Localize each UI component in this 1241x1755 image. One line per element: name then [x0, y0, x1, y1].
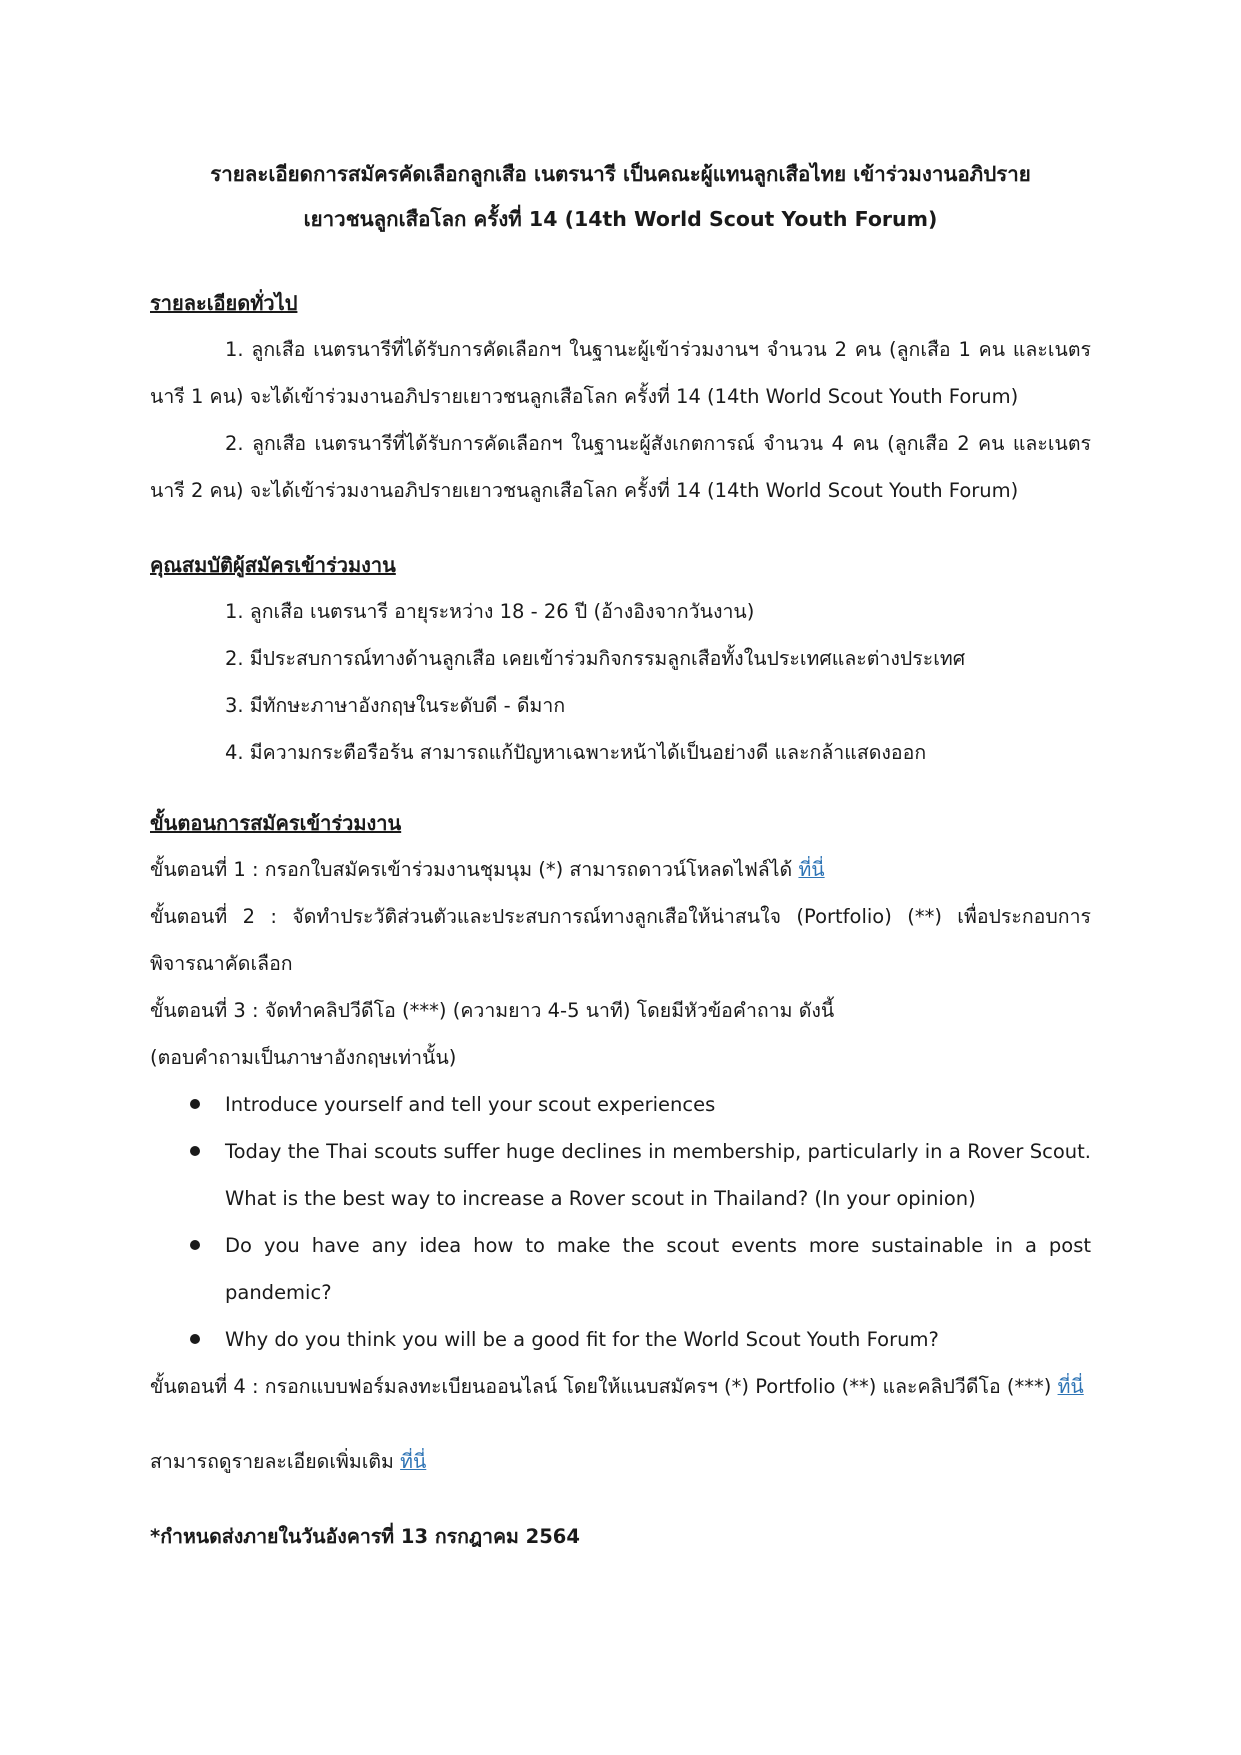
bullet-icon	[190, 1334, 200, 1344]
general-item-1: 1. ลูกเสือ เนตรนารีที่ได้รับการคัดเลือกฯ ในฐานะผู้เข้าร่วมงานฯ จำนวน 2 คน (ลูกเสือ 1 คน และเนตรนารี 1 คน) จะได้เข้าร่วมงานอภิปรายเยาวชนลูกเสือโลก ครั้งที่ 14 (14th World Scout Youth Forum)	[150, 338, 1091, 408]
deadline-note: *กำหนดส่งภายในวันอังคารที่ 13 กรกฎาคม 2564	[150, 1525, 580, 1548]
step-4-register-link[interactable]: ที่นี่	[1057, 1375, 1084, 1398]
question-3: Do you have any idea how to make the scout events more sustainable in a post pandemic?	[225, 1234, 1091, 1304]
general-item-2: 2. ลูกเสือ เนตรนารีที่ได้รับการคัดเลือกฯ ในฐานะผู้สังเกตการณ์ จำนวน 4 คน (ลูกเสือ 2 คน และเนตรนารี 2 คน) จะได้เข้าร่วมงานอภิปรายเยาวชนลูกเสือโลก ครั้งที่ 14 (14th World Scout Youth Forum)	[150, 432, 1091, 502]
bullet-icon	[190, 1240, 200, 1250]
more-info-link[interactable]: ที่นี่	[400, 1450, 427, 1473]
step-3: ขั้นตอนที่ 3 : จัดทำคลิปวีดีโอ (***) (ความยาว 4-5 นาที) โดยมีหัวข้อคำถาม ดังนี้	[150, 999, 835, 1022]
step-4-text: ขั้นตอนที่ 4 : กรอกแบบฟอร์มลงทะเบียนออนไลน์ โดยให้แนบสมัครฯ (*) Portfolio (**) และคลิปวีดีโอ (***)	[150, 1375, 1058, 1398]
question-2: Today the Thai scouts suffer huge declines in membership, particularly in a Rover Scout. What is the best way to increase a Rover scout in Thailand? (In your opinion)	[225, 1140, 1091, 1210]
qualifications-heading: คุณสมบัติผู้สมัครเข้าร่วมงาน	[150, 553, 396, 577]
qualification-item-2: 2. มีประสบการณ์ทางด้านลูกเสือ เคยเข้าร่วมกิจกรรมลูกเสือทั้งในประเทศและต่างประเทศ	[225, 647, 966, 670]
more-info-text: สามารถดูรายละเอียดเพิ่มเติม	[150, 1450, 401, 1473]
step-2: ขั้นตอนที่ 2 : จัดทำประวัติส่วนตัวและประสบการณ์ทางลูกเสือให้น่าสนใจ (Portfolio) (**) เพื่อประกอบการพิจารณาคัดเลือก	[150, 905, 1091, 975]
more-info	[150, 1438, 1091, 1485]
steps-heading: ขั้นตอนการสมัครเข้าร่วมงาน	[150, 811, 402, 835]
list-item	[150, 1222, 1091, 1316]
question-4: Why do you think you will be a good fit for the World Scout Youth Forum?	[225, 1328, 939, 1351]
bullet-icon	[190, 1099, 200, 1109]
list-item	[150, 1128, 1091, 1222]
question-1: Introduce yourself and tell your scout experiences	[225, 1093, 716, 1116]
general-heading: รายละเอียดทั่วไป	[150, 291, 298, 315]
qualification-item-3: 3. มีทักษะภาษาอังกฤษในระดับดี - ดีมาก	[225, 694, 566, 717]
document-title-line-2: เยาวชนลูกเสือโลก ครั้งที่ 14 (14th World Scout Youth Forum)	[303, 207, 938, 231]
document-title-line-1: รายละเอียดการสมัครคัดเลือกลูกเสือ เนตรนารี เป็นคณะผู้แทนลูกเสือไทย เข้าร่วมงานอภิปราย	[210, 162, 1031, 186]
bullet-icon	[190, 1146, 200, 1156]
step-4	[150, 1363, 1091, 1410]
question-list	[150, 1081, 1091, 1363]
step-1-text: ขั้นตอนที่ 1 : กรอกใบสมัครเข้าร่วมงานชุมนุม (*) สามารถดาวน์โหลดไฟล์ได้	[150, 858, 799, 881]
step-1-download-link[interactable]: ที่นี่	[798, 858, 825, 881]
list-item	[150, 1316, 1091, 1363]
qualification-item-4: 4. มีความกระตือรือร้น สามารถแก้ปัญหาเฉพาะหน้าได้เป็นอย่างดี และกล้าแสดงออก	[225, 741, 927, 764]
list-item	[150, 1081, 1091, 1128]
step-1	[150, 846, 1091, 893]
qualification-item-1: 1. ลูกเสือ เนตรนารี อายุระหว่าง 18 - 26 ปี (อ้างอิงจากวันงาน)	[225, 600, 755, 623]
step-3-note: (ตอบคำถามเป็นภาษาอังกฤษเท่านั้น)	[150, 1046, 457, 1069]
